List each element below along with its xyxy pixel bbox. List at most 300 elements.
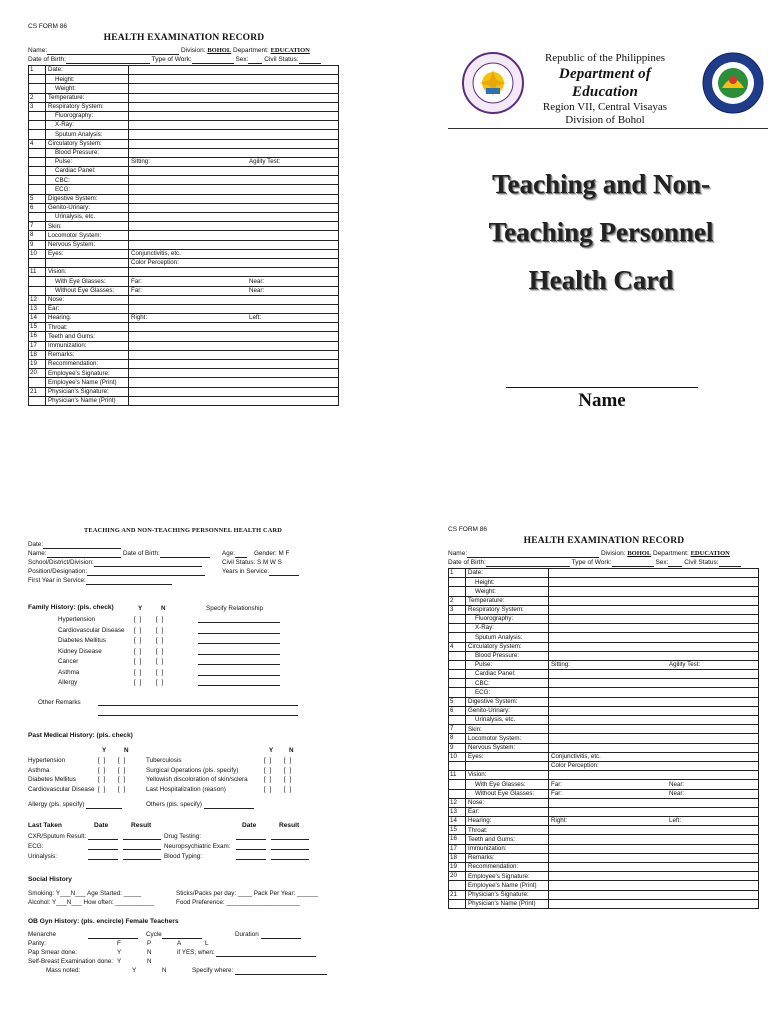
last-taken-row <box>28 852 318 862</box>
row-value <box>549 605 759 614</box>
row-value <box>129 277 339 286</box>
row-label: Eyes: <box>46 249 129 258</box>
row-label: Physician's Signature: <box>466 890 549 899</box>
row-label: Skin: <box>46 222 129 231</box>
row-number: 10 <box>29 249 46 258</box>
cover-page <box>448 40 768 510</box>
past-left-n-checkbox[interactable]: [ ] <box>118 766 127 774</box>
row-number <box>449 780 466 789</box>
relationship-line[interactable] <box>198 668 280 676</box>
row-label: Digestive System: <box>46 194 129 203</box>
row-number <box>29 111 46 120</box>
past-left-y-checkbox[interactable]: [ ] <box>98 766 107 774</box>
last-left-date-line[interactable] <box>88 832 118 840</box>
row-value <box>129 84 339 93</box>
row-number <box>29 213 46 222</box>
row-right: Near: <box>669 780 685 788</box>
food-field: Food Preference: _____________________ <box>176 899 300 906</box>
family-item-label: Allergy <box>58 679 78 686</box>
if-yes-field: if YES, when: <box>177 948 316 957</box>
remarks-line-2 <box>98 715 298 716</box>
row-value <box>549 697 759 706</box>
past-right-y-checkbox[interactable]: [ ] <box>264 776 273 783</box>
alcohol-field: Alcohol: Y___N___ How often: ___________ <box>28 899 154 906</box>
past-left-n-checkbox[interactable]: [ ] <box>118 776 127 783</box>
past-right-label: Tuberculosis <box>146 757 182 764</box>
row-value <box>549 844 759 853</box>
row-number: 11 <box>449 771 466 780</box>
row-value <box>129 304 339 313</box>
parity-l: L <box>205 940 209 947</box>
exam-row <box>449 761 759 770</box>
row-mid: Color Perception: <box>131 259 179 267</box>
exam-row <box>29 66 339 75</box>
row-value <box>129 167 339 176</box>
exam-row <box>449 596 759 605</box>
row-right: Near: <box>249 277 265 285</box>
family-y-checkbox[interactable]: [ ] <box>134 637 143 644</box>
parity-field: Parity: <box>28 940 46 947</box>
row-number <box>29 157 46 166</box>
past-right-y-checkbox[interactable]: [ ] <box>264 785 273 793</box>
exam-row <box>29 222 339 231</box>
row-value <box>549 716 759 725</box>
row-value <box>129 231 339 240</box>
row-label: Date: <box>466 569 549 578</box>
row-label: Without Eye Glasses: <box>466 789 549 798</box>
past-y-left: Y <box>102 747 107 754</box>
exam-row <box>449 835 759 844</box>
row-number: 19 <box>29 360 46 369</box>
past-right-y-checkbox[interactable]: [ ] <box>264 766 273 774</box>
exam-row <box>449 725 759 734</box>
family-y-checkbox[interactable]: [ ] <box>134 668 143 676</box>
exam-row <box>449 853 759 862</box>
last-taken-row <box>28 832 318 842</box>
last-taken-heading: Last Taken <box>28 822 62 829</box>
past-history-heading: Past Medical History: (pls. check) <box>28 732 133 739</box>
row-label: Height: <box>46 75 129 84</box>
family-item-label: Cardiovascular Disease <box>58 626 125 634</box>
row-label: With Eye Glasses: <box>466 780 549 789</box>
row-value <box>549 752 759 761</box>
row-label: CBC: <box>46 176 129 185</box>
row-number: 14 <box>29 314 46 323</box>
past-n-left: N <box>124 747 129 754</box>
exam-row <box>29 295 339 304</box>
exam-table <box>448 568 759 909</box>
last-left-result-line[interactable] <box>123 852 161 860</box>
self-breast-n: N <box>147 958 152 965</box>
republic-text: Republic of the Philippines <box>544 52 666 64</box>
row-label: Weight: <box>46 84 129 93</box>
past-n-right: N <box>289 747 294 754</box>
exam-row <box>29 277 339 286</box>
row-label: Vision: <box>46 268 129 277</box>
other-remarks: Other Remarks <box>38 699 81 706</box>
row-value <box>549 899 759 908</box>
cover-title <box>448 160 754 304</box>
exam-row <box>449 890 759 899</box>
family-y-checkbox[interactable]: [ ] <box>134 647 143 655</box>
past-left-y-checkbox[interactable]: [ ] <box>98 776 107 783</box>
row-value <box>129 323 339 332</box>
row-number: 10 <box>449 752 466 761</box>
row-label <box>466 761 549 770</box>
row-label: Sputum Analysis: <box>466 633 549 642</box>
last-left-date-line[interactable] <box>88 842 118 850</box>
self-breast-y: Y <box>117 958 122 965</box>
ob-heading: OB Gyn History: (pls. encircle) Female Teachers <box>28 918 179 925</box>
last-left-result-line[interactable] <box>123 832 161 840</box>
row-right: Agility Test: <box>249 158 281 166</box>
exam-row <box>449 660 759 669</box>
row-value <box>129 213 339 222</box>
exam-row <box>29 369 339 378</box>
form-header-line2: Date of Birth: Type of Work: Sex: Civil Status: <box>448 558 760 567</box>
row-label: Genito-Urinary: <box>466 706 549 715</box>
form-code: CS FORM 86 <box>28 23 68 30</box>
row-value <box>549 853 759 862</box>
row-label: Nervous System: <box>466 743 549 752</box>
card-dob: Date of Birth: <box>123 549 210 558</box>
row-value <box>549 771 759 780</box>
row-number <box>29 75 46 84</box>
past-right-n-checkbox[interactable]: [ ] <box>284 776 293 783</box>
exam-row <box>449 826 759 835</box>
exam-row <box>449 614 759 623</box>
family-n-checkbox[interactable]: [ ] <box>156 679 165 686</box>
exam-row <box>449 587 759 596</box>
past-left-label: Cardiovascular Disease <box>28 785 95 793</box>
row-label: Employee's Name (Print) <box>46 378 129 387</box>
row-mid: Far: <box>131 286 143 294</box>
row-value <box>549 614 759 623</box>
cover-title-line-3: Health Card <box>528 265 674 295</box>
last-left-label: ECG: <box>28 843 44 850</box>
row-label: Without Eye Glasses: <box>46 286 129 295</box>
row-mid: Far: <box>131 277 143 285</box>
health-exam-record-bottom <box>448 525 760 909</box>
exam-row <box>29 102 339 111</box>
card-school: School/District/Division: <box>28 558 202 567</box>
exam-row <box>29 213 339 222</box>
row-value <box>549 624 759 633</box>
past-right-label: Surgical Operations (pls. specify) <box>146 766 239 774</box>
row-value <box>129 203 339 212</box>
row-label: Nose: <box>46 295 129 304</box>
last-right-result-line[interactable] <box>271 842 309 850</box>
row-label: X-Ray: <box>46 121 129 130</box>
exam-row <box>29 157 339 166</box>
exam-row <box>29 84 339 93</box>
family-item <box>58 657 298 668</box>
row-number <box>29 130 46 139</box>
past-right-label: Last Hospitalization (reason) <box>146 785 226 793</box>
row-right: Near: <box>249 286 265 294</box>
exam-row <box>449 642 759 651</box>
card-gender: Gender: M F <box>254 550 290 557</box>
row-number: 5 <box>449 697 466 706</box>
row-value <box>129 130 339 139</box>
last-right-result-line[interactable] <box>271 832 309 840</box>
row-label: Pulse: <box>466 660 549 669</box>
exam-row <box>449 569 759 578</box>
family-n: N <box>161 605 166 612</box>
row-number: 16 <box>29 332 46 341</box>
row-label: Physician's Name (Print) <box>46 396 129 405</box>
pap-y: Y <box>117 949 122 956</box>
division-text: Division of Bohol <box>565 114 645 126</box>
family-item <box>58 647 298 658</box>
row-number: 13 <box>29 304 46 313</box>
row-label: Throat: <box>466 826 549 835</box>
row-mid: Conjunctivitis, etc. <box>551 753 601 761</box>
row-number: 9 <box>449 743 466 752</box>
row-value <box>129 249 339 258</box>
family-item <box>58 615 298 626</box>
pap-field: Pap Smear done: <box>28 949 78 956</box>
row-number: 7 <box>29 222 46 231</box>
row-number: 20 <box>29 369 46 378</box>
relationship-line[interactable] <box>198 626 280 634</box>
row-label: Weight: <box>466 587 549 596</box>
exam-row <box>29 185 339 194</box>
last-right-date-line[interactable] <box>236 852 266 860</box>
relationship-line[interactable] <box>198 615 280 623</box>
row-value <box>129 341 339 350</box>
exam-row <box>29 314 339 323</box>
exam-row <box>29 240 339 249</box>
row-number <box>29 176 46 185</box>
relationship-line[interactable] <box>198 678 280 686</box>
exam-row <box>449 798 759 807</box>
exam-row <box>449 716 759 725</box>
mass-y: Y <box>132 967 137 974</box>
exam-row <box>29 203 339 212</box>
family-n-checkbox[interactable]: [ ] <box>156 668 165 676</box>
last-right-date-line[interactable] <box>236 832 266 840</box>
cycle-field: Cycle <box>146 930 202 939</box>
row-value <box>549 670 759 679</box>
row-number <box>29 396 46 405</box>
row-value <box>129 176 339 185</box>
exam-row <box>29 93 339 102</box>
family-n-checkbox[interactable]: [ ] <box>156 637 165 644</box>
past-left-n-checkbox[interactable]: [ ] <box>118 757 127 764</box>
family-item <box>58 636 298 647</box>
form-title: HEALTH EXAMINATION RECORD <box>103 33 265 43</box>
row-label: Employee's Signature: <box>466 872 549 881</box>
last-date-left: Date <box>94 822 109 829</box>
row-value <box>129 240 339 249</box>
row-number <box>449 651 466 660</box>
row-value <box>129 350 339 359</box>
row-value <box>129 185 339 194</box>
family-item-label: Kidney Disease <box>58 647 102 655</box>
row-value <box>129 222 339 231</box>
row-label: Locomotor System: <box>466 734 549 743</box>
row-mid: Color Perception: <box>551 762 599 770</box>
row-mid: Far: <box>551 789 563 797</box>
row-label: Teeth and Gums: <box>466 835 549 844</box>
row-number: 3 <box>449 605 466 614</box>
exam-row <box>29 304 339 313</box>
others-field: Others (pls. specify) <box>146 800 254 809</box>
family-n-checkbox[interactable]: [ ] <box>156 616 165 623</box>
duration-field: Duration <box>235 930 301 939</box>
row-number <box>449 789 466 798</box>
row-number: 6 <box>29 203 46 212</box>
family-item <box>58 668 298 679</box>
relationship-line[interactable] <box>198 657 280 665</box>
exam-row <box>29 268 339 277</box>
family-y-checkbox[interactable]: [ ] <box>134 626 143 634</box>
family-n-checkbox[interactable]: [ ] <box>156 626 165 634</box>
exam-row <box>449 872 759 881</box>
row-number: 1 <box>29 66 46 75</box>
row-number <box>29 277 46 286</box>
exam-row <box>449 624 759 633</box>
exam-row <box>449 899 759 908</box>
row-mid: Far: <box>551 780 563 788</box>
last-date-right: Date <box>242 822 257 829</box>
row-value <box>549 660 759 669</box>
row-number: 19 <box>449 863 466 872</box>
row-label <box>46 258 129 267</box>
row-label: Remarks: <box>46 350 129 359</box>
row-label: Nose: <box>466 798 549 807</box>
row-number: 2 <box>29 93 46 102</box>
row-number: 9 <box>29 240 46 249</box>
past-left-label: Diabetes Mellitus <box>28 776 76 783</box>
cover-name-label: Name <box>578 390 626 411</box>
exam-row <box>449 734 759 743</box>
row-label: Circulatory System: <box>466 642 549 651</box>
parity-a: A <box>177 940 182 947</box>
row-label: Cardiac Panel: <box>466 670 549 679</box>
exam-row <box>449 844 759 853</box>
department-text: Department of Education <box>558 66 652 100</box>
parity-p: P <box>147 940 152 947</box>
exam-row <box>29 194 339 203</box>
card-name: Name: <box>28 549 121 558</box>
exam-row <box>29 176 339 185</box>
row-value <box>129 102 339 111</box>
row-number: 21 <box>29 387 46 396</box>
row-value <box>549 817 759 826</box>
row-label: Digestive System: <box>466 697 549 706</box>
row-number <box>449 587 466 596</box>
exam-row <box>449 780 759 789</box>
card-years: Years in Service: <box>222 567 299 576</box>
exam-row <box>29 387 339 396</box>
health-card <box>28 527 328 978</box>
past-left-y-checkbox[interactable]: [ ] <box>98 757 107 764</box>
past-right-n-checkbox[interactable]: [ ] <box>284 757 293 764</box>
last-left-result-line[interactable] <box>123 842 161 850</box>
row-number: 21 <box>449 890 466 899</box>
row-value <box>129 387 339 396</box>
row-label: Temperature: <box>46 93 129 102</box>
row-value <box>549 688 759 697</box>
row-number: 18 <box>449 853 466 862</box>
form-header-line1: Name: Division: BOHOL Department: EDUCATION <box>28 47 310 54</box>
exam-row <box>29 75 339 84</box>
relationship-line[interactable] <box>198 647 280 655</box>
row-label: Employee's Name (Print) <box>466 881 549 890</box>
family-item-label: Cancer <box>58 658 79 665</box>
cover-heading <box>526 52 684 127</box>
sticks-field: Sticks/Packs per day: ____ Pack Per Year: ______ <box>176 890 319 897</box>
row-number <box>449 688 466 697</box>
row-value <box>549 578 759 587</box>
row-number <box>449 670 466 679</box>
past-right-label: Yellowish discoloration of skin/sclera <box>146 776 248 783</box>
row-number: 15 <box>29 323 46 332</box>
row-label: Urinalysis, etc. <box>466 716 549 725</box>
relationship-line[interactable] <box>198 636 280 644</box>
past-right-n-checkbox[interactable]: [ ] <box>284 785 293 793</box>
past-left-n-checkbox[interactable]: [ ] <box>118 785 127 793</box>
row-label: Eyes: <box>466 752 549 761</box>
family-y-checkbox[interactable]: [ ] <box>134 658 143 665</box>
row-mid: Conjunctivitis, etc. <box>131 250 181 258</box>
row-number: 2 <box>449 596 466 605</box>
row-number <box>449 899 466 908</box>
row-value <box>129 111 339 120</box>
row-right: Agility Test: <box>669 661 701 669</box>
form-title: HEALTH EXAMINATION RECORD <box>523 536 685 546</box>
past-history-row <box>28 785 318 795</box>
row-number <box>29 148 46 157</box>
family-n-checkbox[interactable]: [ ] <box>156 658 165 665</box>
last-left-label: CXR/Sputum Result: <box>28 833 87 840</box>
past-left-y-checkbox[interactable]: [ ] <box>98 785 107 793</box>
exam-row <box>29 148 339 157</box>
family-n-checkbox[interactable]: [ ] <box>156 647 165 655</box>
past-history-row <box>28 775 318 785</box>
row-mid: Sitting: <box>131 158 150 166</box>
family-y-checkbox[interactable]: [ ] <box>134 679 143 686</box>
row-value <box>549 587 759 596</box>
row-label: Teeth and Gums: <box>46 332 129 341</box>
row-label: Temperature: <box>466 596 549 605</box>
exam-row <box>29 130 339 139</box>
family-item <box>58 678 298 689</box>
last-right-date-line[interactable] <box>236 842 266 850</box>
row-number: 12 <box>29 295 46 304</box>
row-number <box>449 624 466 633</box>
last-left-date-line[interactable] <box>88 852 118 860</box>
past-right-n-checkbox[interactable]: [ ] <box>284 766 293 774</box>
last-right-result-line[interactable] <box>271 852 309 860</box>
row-label: Remarks: <box>466 853 549 862</box>
row-value <box>549 651 759 660</box>
row-label: Cardiac Panel: <box>46 167 129 176</box>
exam-row <box>449 817 759 826</box>
row-number <box>449 614 466 623</box>
row-value <box>549 761 759 770</box>
row-number: 14 <box>449 817 466 826</box>
card-age: Age: <box>222 549 247 558</box>
family-y-checkbox[interactable]: [ ] <box>134 616 143 623</box>
past-right-y-checkbox[interactable]: [ ] <box>264 757 273 764</box>
row-number: 4 <box>29 139 46 148</box>
exam-row <box>449 679 759 688</box>
form-header-line1: Name: Division: BOHOL Department: EDUCATION <box>448 550 730 557</box>
row-number: 12 <box>449 798 466 807</box>
